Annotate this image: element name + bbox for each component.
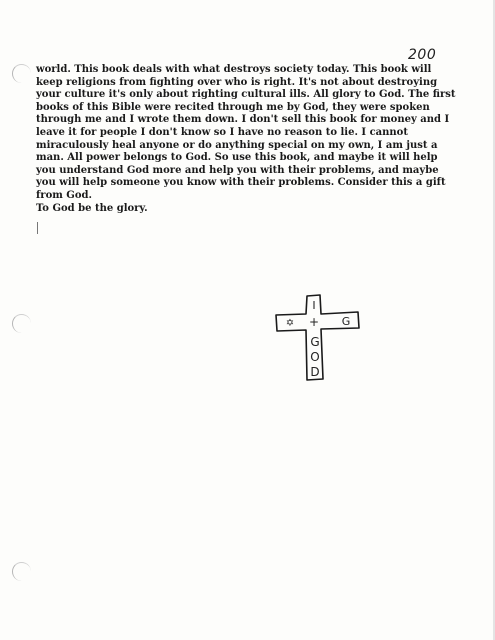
closing-line: To God be the glory. (36, 202, 148, 214)
cross-right-letter: G (341, 315, 351, 328)
cross-drawing (270, 292, 370, 384)
stray-pen-mark (37, 222, 38, 234)
cross-letter-o: O (310, 350, 320, 364)
page-number: 200 (408, 47, 437, 63)
cross-center-symbol: + (308, 315, 320, 329)
punch-hole-middle (12, 314, 31, 333)
cross-letter-d: D (310, 365, 320, 379)
body-text (36, 64, 456, 215)
punch-hole-bottom (12, 562, 31, 581)
star-of-david-icon: ✡ (285, 318, 295, 329)
main-paragraph: world. This book deals with what destroys society today. This book will keep religions from fighting over who is right. It's not about destroying your culture it's only about righting cultural ills. All glory to God. The first books of this Bible were recited through me by God, they were spoken through me and I wrote them down. I don't sell this book for money and I leave it for people I don't know so I have no reason to lie. I cannot miraculously heal anyone or do anything special on my own, I am just a man. All power belongs to God. So use this book, and maybe it will help you understand God more and help you with their problems, and maybe you will help someone you know with their problems. Consider this a gift from God. (36, 64, 456, 201)
cross-top-letter: I (312, 299, 316, 312)
punch-hole-top (12, 64, 31, 83)
cross-letter-g: G (310, 335, 320, 349)
